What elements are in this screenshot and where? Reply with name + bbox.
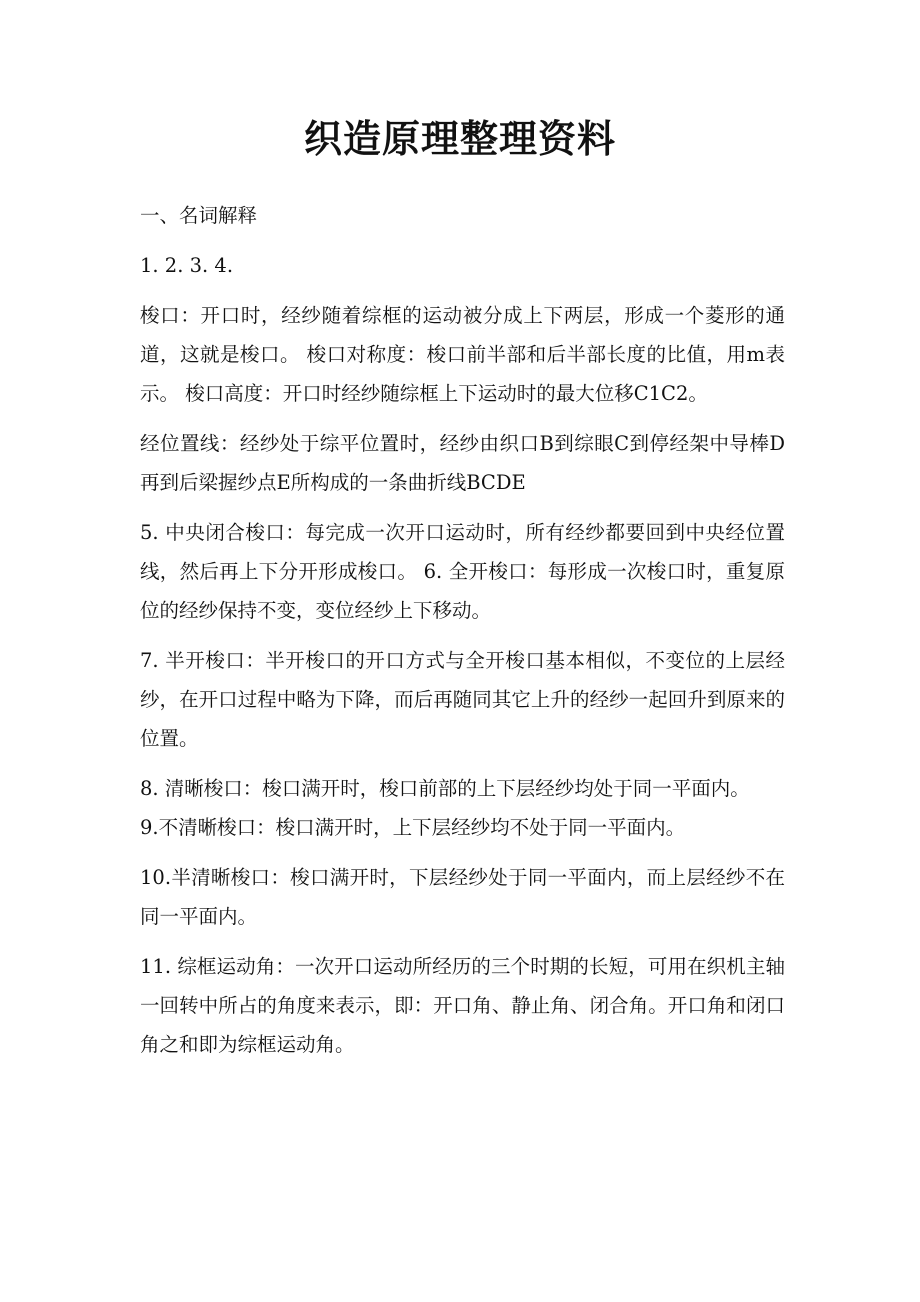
paragraph-clear-shed: 8. 清晰梭口：梭口满开时，梭口前部的上下层经纱均处于同一平面内。 xyxy=(140,777,750,800)
paragraph-warp-line: 经位置线：经纱处于综平位置时，经纱由织口B到综眼C到停经架中导棒D再到后梁握纱点E所构成的一条曲折线BCDE xyxy=(140,432,785,494)
paragraph-semi-clear-shed: 10.半清晰梭口：梭口满开时，下层经纱处于同一平面内，而上层经纱不在同一平面内。 xyxy=(140,866,785,928)
paragraph-heald-angle: 11. 综框运动角：一次开口运动所经历的三个时期的长短，可用在织机主轴一回转中所占的角度来表示，即：开口角、静止角、闭合角。开口角和闭口角之和即为综框运动角。 xyxy=(140,955,785,1056)
paragraph-closed-shed: 5. 中央闭合梭口：每完成一次开口运动时，所有经纱都要回到中央经位置线，然后再上下分开形成梭口。 6. 全开梭口：每形成一次梭口时，重复原位的经纱保持不变，变位经纱上下移动。 xyxy=(140,521,785,622)
document-body xyxy=(140,196,785,1075)
paragraph-unclear-shed: 9.不清晰梭口：梭口满开时，上下层经纱均不处于同一平面内。 xyxy=(140,816,686,839)
paragraph-shed: 梭口：开口时，经纱随着综框的运动被分成上下两层，形成一个菱形的通道，这就是梭口。 梭口对称度：梭口前半部和后半部长度的比值，用m表示。 梭口高度：开口时经纱随综框上下运动时的最大位移C1C2。 xyxy=(140,304,785,405)
document-title: 织造原理整理资料 xyxy=(303,117,616,161)
paragraph-semi-open-shed: 7. 半开梭口：半开梭口的开口方式与全开梭口基本相似，不变位的上层经纱，在开口过程中略为下降，而后再随同其它上升的经纱一起回升到原来的位置。 xyxy=(140,649,785,750)
section-heading: 一、名词解释 xyxy=(140,204,258,227)
paragraph-numbering: 1. 2. 3. 4. xyxy=(140,254,234,277)
